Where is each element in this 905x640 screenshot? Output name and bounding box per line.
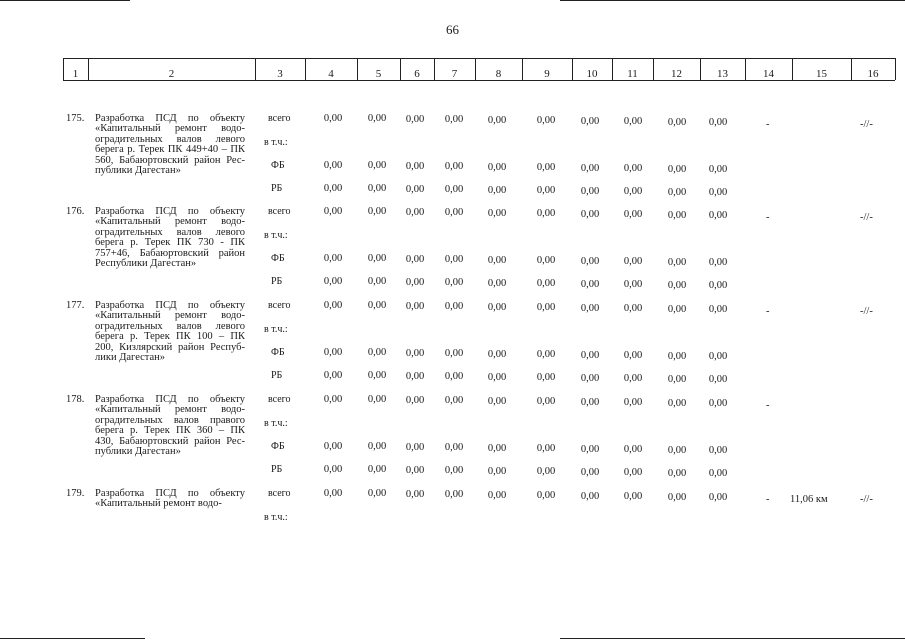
value-total: 0,00 <box>708 117 728 128</box>
value-fb: 0,00 <box>405 442 425 453</box>
value-fb: 0,00 <box>487 255 507 266</box>
description-line: Разработка ПСД по объекту <box>95 113 245 124</box>
description-line: Разработка ПСД по объекту <box>95 488 245 499</box>
label-rb: РБ <box>271 370 283 381</box>
description-line: 430, Бабаюртовский район Рес- <box>95 435 245 447</box>
label-including: в т.ч.: <box>264 512 288 523</box>
label-total: всего <box>268 113 291 124</box>
header-col-15: 15 <box>816 68 827 80</box>
value-rb: 0,00 <box>536 185 556 196</box>
label-fb: ФБ <box>271 347 285 358</box>
value-total: 0,00 <box>667 398 687 409</box>
value-rb: 0,00 <box>536 466 556 477</box>
value-total: 0,00 <box>323 300 343 311</box>
description-line: оградительных валов правого <box>95 414 245 426</box>
value-total: 0,00 <box>708 398 728 409</box>
page-number: 66 <box>446 22 459 37</box>
description-line: публики Дагестан» <box>95 446 181 458</box>
value-fb: 0,00 <box>536 349 556 360</box>
description-line: оградительных валов левого <box>95 133 245 145</box>
bottom-rule-right <box>560 638 905 639</box>
value-rb: 0,00 <box>487 372 507 383</box>
value-total: 0,00 <box>487 302 507 313</box>
description-line: 757+46, Бабаюртовский район <box>95 247 245 259</box>
value-rb: 0,00 <box>580 467 600 478</box>
value-fb: 0,00 <box>667 257 687 268</box>
value-total: 0,00 <box>405 489 425 500</box>
row-number: 177. <box>66 300 85 311</box>
top-rule-right <box>560 0 905 1</box>
label-including: в т.ч.: <box>264 324 288 335</box>
description-line: берега р. Терек ПК 360 – ПК <box>95 425 245 437</box>
value-total: 0,00 <box>367 300 387 311</box>
value-rb: 0,00 <box>405 465 425 476</box>
value-fb: 0,00 <box>444 161 464 172</box>
value-total: 0,00 <box>580 397 600 408</box>
value-rb: 0,00 <box>536 278 556 289</box>
value-fb: 0,00 <box>487 349 507 360</box>
header-col-5: 5 <box>375 68 382 80</box>
value-total: 0,00 <box>487 396 507 407</box>
value-total: 0,00 <box>367 113 387 124</box>
value-total: 0,00 <box>367 488 387 499</box>
description-line: берега р. Терек ПК 730 - ПК <box>95 237 245 249</box>
label-including: в т.ч.: <box>264 137 288 148</box>
value-rb: 0,00 <box>708 187 728 198</box>
value-total: 0,00 <box>487 490 507 501</box>
value-rb: 0,00 <box>323 276 343 287</box>
value-total: 0,00 <box>444 207 464 218</box>
value-total: 0,00 <box>536 115 556 126</box>
value-fb: 0,00 <box>623 163 643 174</box>
header-col-7: 7 <box>451 68 458 80</box>
value-total: 0,00 <box>536 490 556 501</box>
value-fb: 0,00 <box>323 160 343 171</box>
description-line: «Капитальный ремонт водо- <box>95 216 245 228</box>
value-total: 0,00 <box>623 209 643 220</box>
header-col-11: 11 <box>627 68 638 80</box>
value-rb: 0,00 <box>487 466 507 477</box>
value-fb: 0,00 <box>323 347 343 358</box>
description-line: Разработка ПСД по объекту <box>95 206 245 217</box>
value-rb: 0,00 <box>667 187 687 198</box>
header-col-13: 13 <box>717 68 728 80</box>
value-fb: 0,00 <box>405 161 425 172</box>
value-fb: 0,00 <box>580 444 600 455</box>
label-including: в т.ч.: <box>264 418 288 429</box>
value-fb: 0,00 <box>444 348 464 359</box>
row-description <box>95 395 245 457</box>
description-line: Республики Дагестан» <box>95 258 197 270</box>
value-fb: 0,00 <box>623 350 643 361</box>
value-rb: 0,00 <box>323 183 343 194</box>
value-rb: 0,00 <box>367 464 387 475</box>
description-line: Разработка ПСД по объекту <box>95 394 245 405</box>
value-total: 0,00 <box>367 206 387 217</box>
value-total: 0,00 <box>405 301 425 312</box>
value-fb: 0,00 <box>667 164 687 175</box>
value-total: 0,00 <box>487 208 507 219</box>
value-rb: 0,00 <box>323 370 343 381</box>
value-rb: 0,00 <box>367 276 387 287</box>
row-number: 178. <box>66 394 85 405</box>
value-rb: 0,00 <box>580 186 600 197</box>
value-total: 0,00 <box>536 396 556 407</box>
value-total: 0,00 <box>323 206 343 217</box>
value-rb: 0,00 <box>580 279 600 290</box>
value-fb: 0,00 <box>444 254 464 265</box>
description-line: «Капитальный ремонт водо- <box>95 123 245 135</box>
value-fb: 0,00 <box>580 163 600 174</box>
value-rb: 0,00 <box>580 373 600 384</box>
top-rule-left <box>0 0 130 1</box>
value-total: 0,00 <box>323 394 343 405</box>
value-total: 0,00 <box>323 113 343 124</box>
header-col-1: 1 <box>72 68 79 80</box>
value-fb: 0,00 <box>623 256 643 267</box>
header-col-12: 12 <box>671 68 682 80</box>
value-fb: 0,00 <box>708 445 728 456</box>
col16-ditto: -//- <box>860 306 873 317</box>
value-fb: 0,00 <box>444 442 464 453</box>
value-fb: 0,00 <box>580 350 600 361</box>
description-line: лики Дагестан» <box>95 352 166 364</box>
value-fb: 0,00 <box>367 347 387 358</box>
value-fb: 0,00 <box>708 257 728 268</box>
header-col-3: 3 <box>277 68 283 80</box>
value-rb: 0,00 <box>667 280 687 291</box>
label-rb: РБ <box>271 276 283 287</box>
label-total: всего <box>268 300 291 311</box>
value-rb: 0,00 <box>667 374 687 385</box>
value-total: 0,00 <box>367 394 387 405</box>
description-line: оградительных валов левого <box>95 320 245 332</box>
value-fb: 0,00 <box>323 253 343 264</box>
value-rb: 0,00 <box>367 370 387 381</box>
value-fb: 0,00 <box>536 443 556 454</box>
value-total: 0,00 <box>580 116 600 127</box>
value-rb: 0,00 <box>444 371 464 382</box>
value-fb: 0,00 <box>708 164 728 175</box>
value-fb: 0,00 <box>487 162 507 173</box>
value-total: 0,00 <box>623 491 643 502</box>
value-rb: 0,00 <box>623 279 643 290</box>
bottom-rule-left <box>0 638 145 639</box>
value-rb: 0,00 <box>405 277 425 288</box>
label-fb: ФБ <box>271 160 285 171</box>
value-rb: 0,00 <box>487 185 507 196</box>
header-top-line <box>63 58 895 59</box>
value-total: 0,00 <box>667 117 687 128</box>
description-line: берега р. Терек ПК 100 – ПК <box>95 331 245 343</box>
value-total: 0,00 <box>444 489 464 500</box>
row-description <box>95 207 245 269</box>
value-total: 0,00 <box>405 395 425 406</box>
row-description <box>95 114 245 176</box>
value-total: 0,00 <box>405 207 425 218</box>
value-fb: 0,00 <box>323 441 343 452</box>
value-rb: 0,00 <box>323 464 343 475</box>
label-total: всего <box>268 206 291 217</box>
value-total: 0,00 <box>580 303 600 314</box>
value-rb: 0,00 <box>623 467 643 478</box>
header-col-4: 4 <box>328 68 334 80</box>
value-total: 0,00 <box>536 208 556 219</box>
value-fb: 0,00 <box>405 348 425 359</box>
value-fb: 0,00 <box>487 443 507 454</box>
value-rb: 0,00 <box>405 184 425 195</box>
description-line: публики Дагестан» <box>95 165 181 177</box>
header-col-6: 6 <box>414 68 420 80</box>
row-description <box>95 301 245 363</box>
col16-ditto: -//- <box>860 212 873 223</box>
value-fb: 0,00 <box>667 351 687 362</box>
header-col-8: 8 <box>495 68 502 80</box>
header-col-9: 9 <box>544 68 550 80</box>
value-total: 0,00 <box>667 304 687 315</box>
label-fb: ФБ <box>271 441 285 452</box>
header-col-16: 16 <box>867 68 879 80</box>
header-col-2: 2 <box>168 68 175 80</box>
value-rb: 0,00 <box>623 186 643 197</box>
col14-dash: - <box>766 119 770 130</box>
value-total: 0,00 <box>580 209 600 220</box>
col16-ditto: -//- <box>860 494 873 505</box>
label-total: всего <box>268 394 291 405</box>
label-rb: РБ <box>271 464 283 475</box>
value-rb: 0,00 <box>708 280 728 291</box>
value-total: 0,00 <box>536 302 556 313</box>
value-rb: 0,00 <box>708 468 728 479</box>
value-fb: 0,00 <box>367 441 387 452</box>
value-total: 0,00 <box>623 303 643 314</box>
value-fb: 0,00 <box>708 351 728 362</box>
col14-dash: - <box>766 494 770 505</box>
value-total: 0,00 <box>623 116 643 127</box>
value-rb: 0,00 <box>444 465 464 476</box>
row-description <box>95 489 245 510</box>
header-col-14: 14 <box>763 68 774 80</box>
value-total: 0,00 <box>444 114 464 125</box>
description-line: «Капитальный ремонт водо- <box>95 498 222 510</box>
value-rb: 0,00 <box>367 183 387 194</box>
value-fb: 0,00 <box>536 255 556 266</box>
value-total: 0,00 <box>487 115 507 126</box>
value-total: 0,00 <box>623 397 643 408</box>
value-total: 0,00 <box>444 301 464 312</box>
col16-ditto: -//- <box>860 119 873 130</box>
value-fb: 0,00 <box>367 253 387 264</box>
value-total: 0,00 <box>323 488 343 499</box>
col14-dash: - <box>766 306 770 317</box>
label-including: в т.ч.: <box>264 230 288 241</box>
value-rb: 0,00 <box>708 374 728 385</box>
col14-dash: - <box>766 400 770 411</box>
value-rb: 0,00 <box>536 372 556 383</box>
value-total: 0,00 <box>667 492 687 503</box>
row-number: 176. <box>66 206 85 217</box>
row-number: 179. <box>66 488 85 499</box>
value-total: 0,00 <box>708 304 728 315</box>
value-rb: 0,00 <box>405 371 425 382</box>
label-total: всего <box>268 488 291 499</box>
description-line: «Капитальный ремонт водо- <box>95 404 245 416</box>
value-total: 0,00 <box>405 114 425 125</box>
row-number: 175. <box>66 113 85 124</box>
header-bottom-line <box>63 80 895 81</box>
value-rb: 0,00 <box>667 468 687 479</box>
label-fb: ФБ <box>271 253 285 264</box>
value-total: 0,00 <box>708 492 728 503</box>
value-fb: 0,00 <box>580 256 600 267</box>
value-fb: 0,00 <box>667 445 687 456</box>
label-rb: РБ <box>271 183 283 194</box>
col14-dash: - <box>766 212 770 223</box>
value-rb: 0,00 <box>487 278 507 289</box>
value-rb: 0,00 <box>444 277 464 288</box>
value-total: 0,00 <box>708 210 728 221</box>
header-divider-16 <box>895 58 896 80</box>
value-rb: 0,00 <box>623 373 643 384</box>
value-fb: 0,00 <box>536 162 556 173</box>
value-fb: 0,00 <box>367 160 387 171</box>
header-col-10: 10 <box>586 68 598 80</box>
value-fb: 0,00 <box>405 254 425 265</box>
value-total: 0,00 <box>580 491 600 502</box>
description-line: оградительных валов левого <box>95 226 245 238</box>
value-fb: 0,00 <box>623 444 643 455</box>
col15-length: 11,06 км <box>790 494 828 505</box>
value-total: 0,00 <box>444 395 464 406</box>
description-line: Разработка ПСД по объекту <box>95 300 245 311</box>
description-line: 200, Кизлярский район Респуб- <box>95 341 245 353</box>
value-total: 0,00 <box>667 210 687 221</box>
description-line: «Капитальный ремонт водо- <box>95 310 245 322</box>
description-line: берега р. Терек ПК 449+40 – ПК <box>95 144 245 156</box>
description-line: 560, Бабаюртовский район Рес- <box>95 154 245 166</box>
value-rb: 0,00 <box>444 184 464 195</box>
